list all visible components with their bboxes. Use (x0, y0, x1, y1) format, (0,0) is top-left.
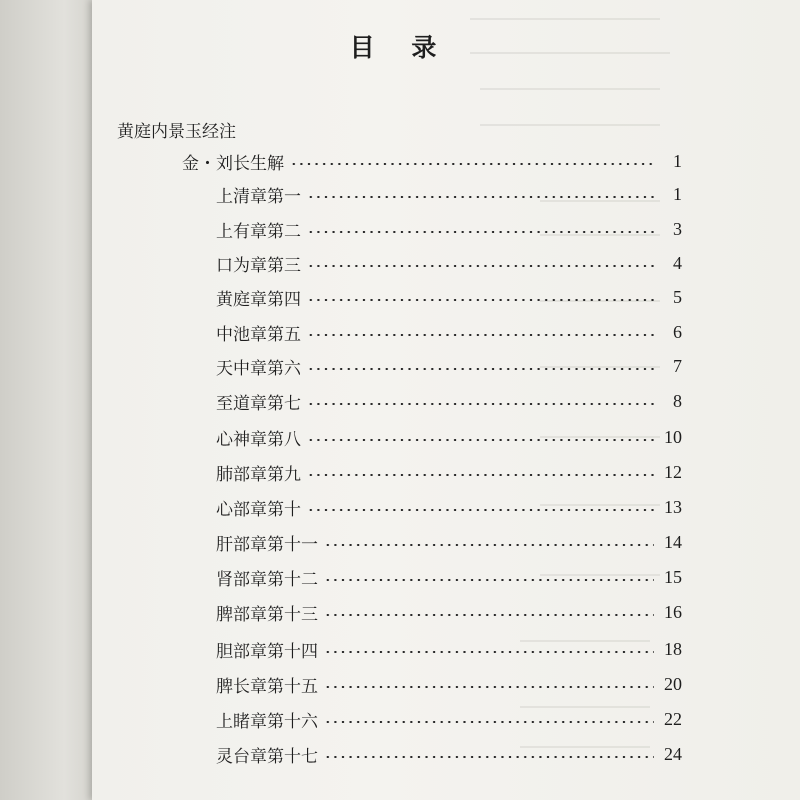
toc-entry-page: 1 (673, 150, 682, 171)
toc-entry-page: 5 (673, 286, 682, 307)
dot-leader (324, 579, 654, 581)
toc-entry[interactable] (216, 425, 682, 449)
toc-entry-label: 心神章第八 (216, 429, 301, 450)
dot-leader (324, 544, 654, 546)
toc-entry-page: 15 (664, 566, 682, 587)
toc-entry-label: 肺部章第九 (216, 464, 301, 485)
toc-entry-label: 至道章第七 (216, 393, 301, 414)
toc-entry-page: 12 (664, 461, 682, 482)
toc-entry-page: 4 (673, 252, 682, 273)
dot-leader (307, 231, 654, 233)
toc-entry-label: 上睹章第十六 (216, 711, 318, 732)
toc-entry[interactable] (216, 530, 682, 554)
dot-leader (324, 686, 654, 688)
toc-entry[interactable] (216, 389, 682, 413)
toc-entry-page: 13 (664, 496, 682, 517)
dot-leader (307, 509, 654, 511)
dot-leader (324, 614, 654, 616)
toc-entry-label: 天中章第六 (216, 358, 301, 379)
dot-leader (307, 474, 654, 476)
toc-entry[interactable] (216, 460, 682, 484)
toc-entry-label: 中池章第五 (216, 324, 301, 345)
toc-entry-label: 上有章第二 (216, 221, 301, 242)
toc-entry-author[interactable] (182, 149, 682, 173)
toc-entry[interactable] (216, 285, 682, 309)
toc-entry[interactable] (216, 672, 682, 696)
dot-leader (307, 403, 654, 405)
toc-entry-page: 7 (673, 355, 682, 376)
dot-leader (307, 196, 654, 198)
dot-leader (324, 721, 654, 723)
dot-leader (307, 368, 654, 370)
toc-entry-label: 肾部章第十二 (216, 569, 318, 590)
toc-entry[interactable] (216, 217, 682, 241)
toc-entry-page: 1 (673, 183, 682, 204)
toc-entry[interactable] (216, 354, 682, 378)
toc-entry-page: 14 (664, 531, 682, 552)
toc-entry[interactable] (216, 495, 682, 519)
toc-entry-page: 16 (664, 601, 682, 622)
dot-leader (307, 299, 654, 301)
dot-leader (324, 756, 654, 758)
toc-entry-label: 上清章第一 (216, 186, 301, 207)
dot-leader (324, 651, 654, 653)
toc-entry-label: 脾部章第十三 (216, 604, 318, 625)
toc-entry-label: 黄庭章第四 (216, 289, 301, 310)
toc-entry-page: 6 (673, 321, 682, 342)
toc-entry-page: 10 (664, 426, 682, 447)
toc-entry-label: 脾长章第十五 (216, 676, 318, 697)
toc-entry[interactable] (216, 251, 682, 275)
toc-entry-page: 18 (664, 638, 682, 659)
section-title: 黄庭内景玉经注 (117, 122, 236, 142)
dot-leader (307, 265, 654, 267)
dot-leader (290, 163, 654, 165)
toc-entry-page: 3 (673, 218, 682, 239)
toc-entry[interactable] (216, 182, 682, 206)
toc-title: 目 录 (349, 33, 451, 62)
facing-page-edge (0, 0, 92, 800)
toc-entry-label: 灵台章第十七 (216, 746, 318, 767)
toc-entry[interactable] (216, 707, 682, 731)
toc-entry-label: 口为章第三 (216, 255, 301, 276)
toc-entry-label: 胆部章第十四 (216, 641, 318, 662)
toc-entry-label: 肝部章第十一 (216, 534, 318, 555)
toc-entry[interactable] (216, 565, 682, 589)
toc-entry-page: 22 (664, 708, 682, 729)
toc-entry[interactable] (216, 320, 682, 344)
toc-entry-label: 金・刘长生解 (182, 153, 284, 174)
dot-leader (307, 334, 654, 336)
toc-entry[interactable] (216, 742, 682, 766)
toc-entry-page: 8 (673, 390, 682, 411)
toc-entry-page: 24 (664, 743, 682, 764)
dot-leader (307, 439, 654, 441)
toc-entry-label: 心部章第十 (216, 499, 301, 520)
toc-entry[interactable] (216, 637, 682, 661)
toc-entry[interactable] (216, 600, 682, 624)
toc-entry-page: 20 (664, 673, 682, 694)
